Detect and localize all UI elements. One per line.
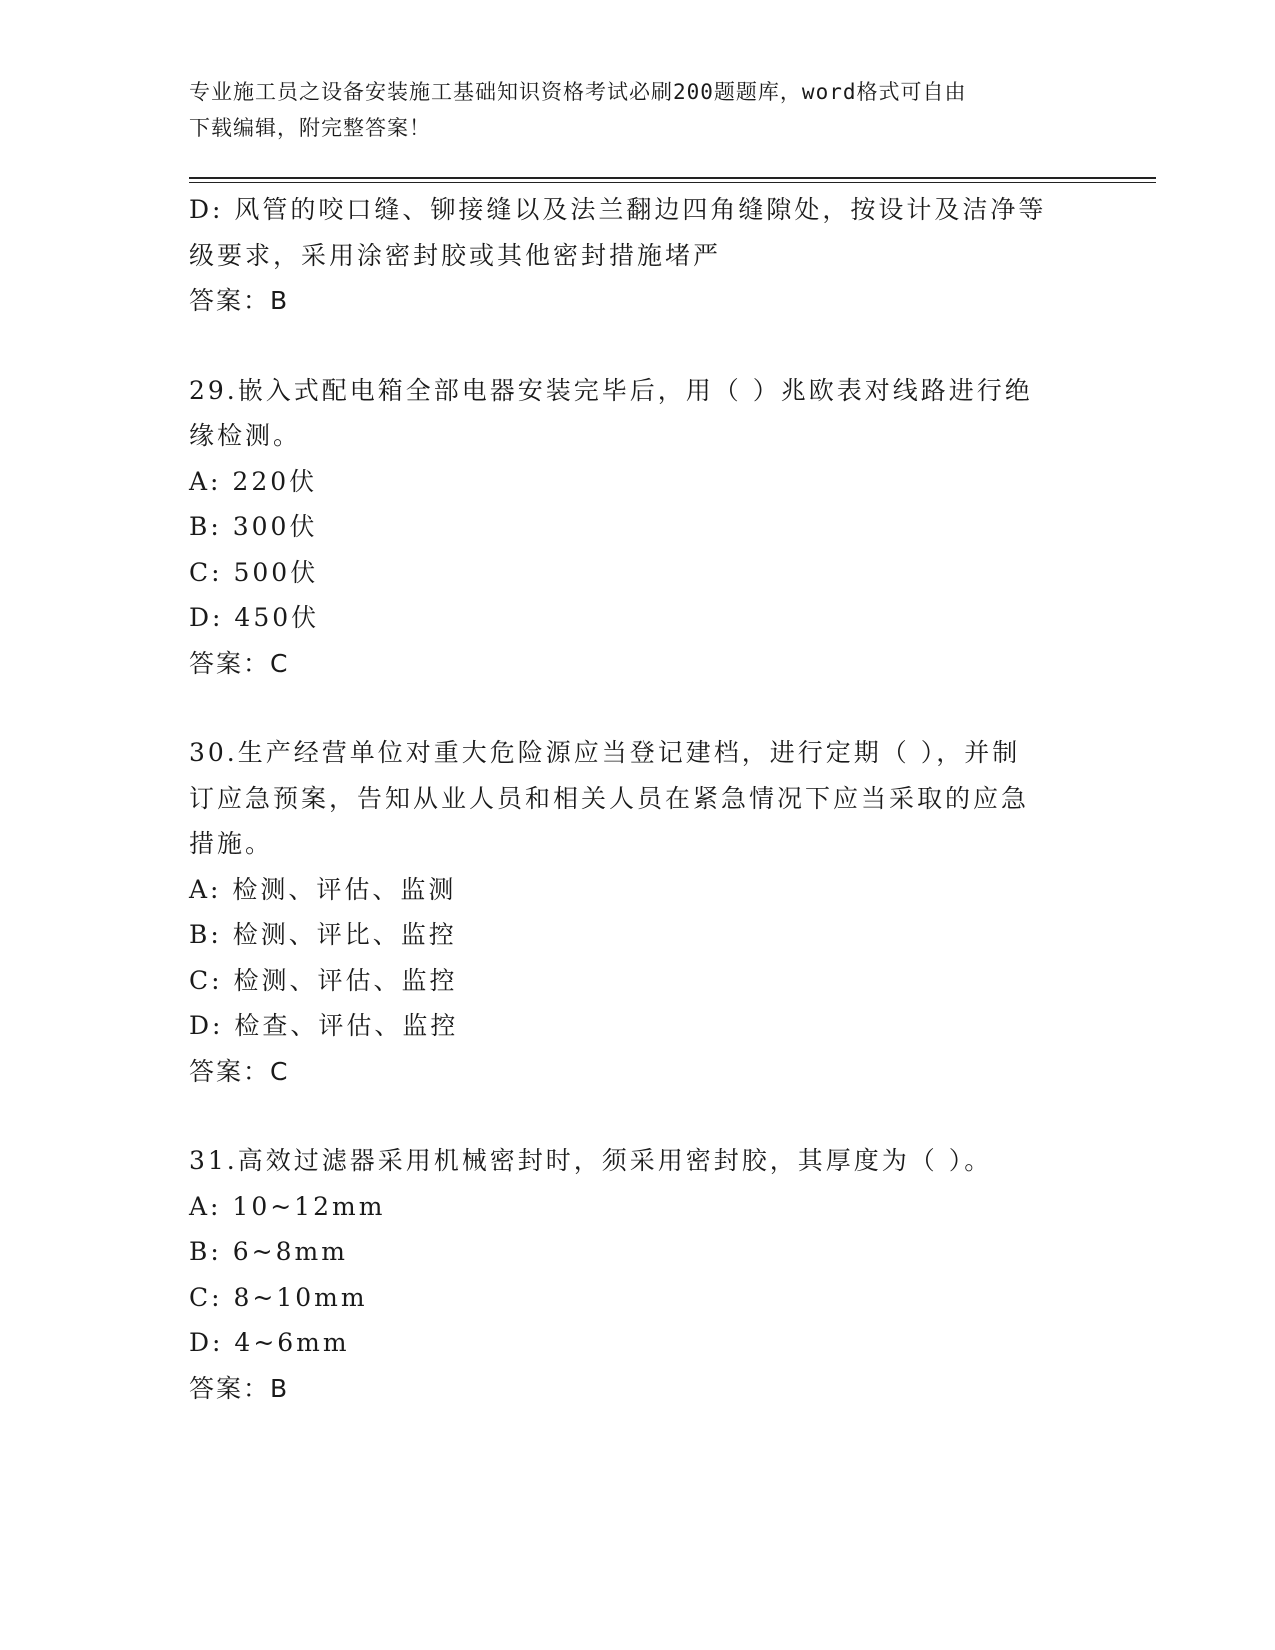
option-c: C: 检测、评估、监控	[189, 965, 458, 995]
question-stem-continued: 订应急预案，告知从业人员和相关人员在紧急情况下应当采取的应急	[189, 783, 1030, 813]
header-rule-thin	[189, 182, 1156, 183]
header-line-2: 下载编辑，附完整答案！	[189, 116, 431, 140]
option-d-continued: 级要求，采用涂密封胶或其他密封措施堵严	[189, 240, 722, 270]
option-d: D: 检查、评估、监控	[189, 1011, 459, 1040]
question-30	[189, 730, 1089, 1094]
header-rule-thick	[189, 177, 1156, 179]
option-d: D: 风管的咬口缝、铆接缝以及法兰翻边四角缝隙处，按设计及洁净等	[189, 195, 1047, 224]
answer: 答案：B	[189, 1373, 290, 1403]
option-a: A: 220伏	[189, 466, 318, 496]
answer: 答案：B	[189, 286, 290, 315]
header-line-1: 专业施工员之设备安装施工基础知识资格考试必刷200题题库，word格式可自由	[189, 80, 967, 104]
option-d: D: 4~6mm	[189, 1328, 350, 1357]
option-b: B: 检测、评比、监控	[189, 920, 457, 949]
question-stem: 31.高效过滤器采用机械密封时，须采用密封胶，其厚度为（ ）。	[189, 1146, 993, 1175]
question-stem: 29.嵌入式配电箱全部电器安装完毕后，用（ ）兆欧表对线路进行绝	[189, 375, 1033, 405]
document-header	[189, 74, 1069, 146]
option-c: C: 500伏	[189, 557, 319, 587]
option-a: A: 10~12mm	[189, 1191, 386, 1221]
question-stem: 30.生产经营单位对重大危险源应当登记建档，进行定期（ ），并制	[189, 738, 1021, 767]
option-c: C: 8~10mm	[189, 1282, 368, 1312]
question-stem-continued: 缘检测。	[189, 421, 302, 450]
question-content	[189, 187, 1089, 1411]
spacer	[189, 686, 1089, 730]
question-stem-continued: 措施。	[189, 829, 274, 858]
question-29	[189, 368, 1089, 687]
option-b: B: 6~8mm	[189, 1237, 348, 1266]
option-a: A: 检测、评估、监测	[189, 874, 457, 904]
option-d: D: 450伏	[189, 603, 320, 632]
question-28-tail	[189, 187, 1089, 324]
spacer	[189, 1094, 1089, 1138]
answer: 答案：C	[189, 1056, 290, 1086]
spacer	[189, 324, 1089, 368]
question-31	[189, 1138, 1089, 1411]
option-b: B: 300伏	[189, 512, 318, 541]
answer: 答案：C	[189, 648, 290, 678]
